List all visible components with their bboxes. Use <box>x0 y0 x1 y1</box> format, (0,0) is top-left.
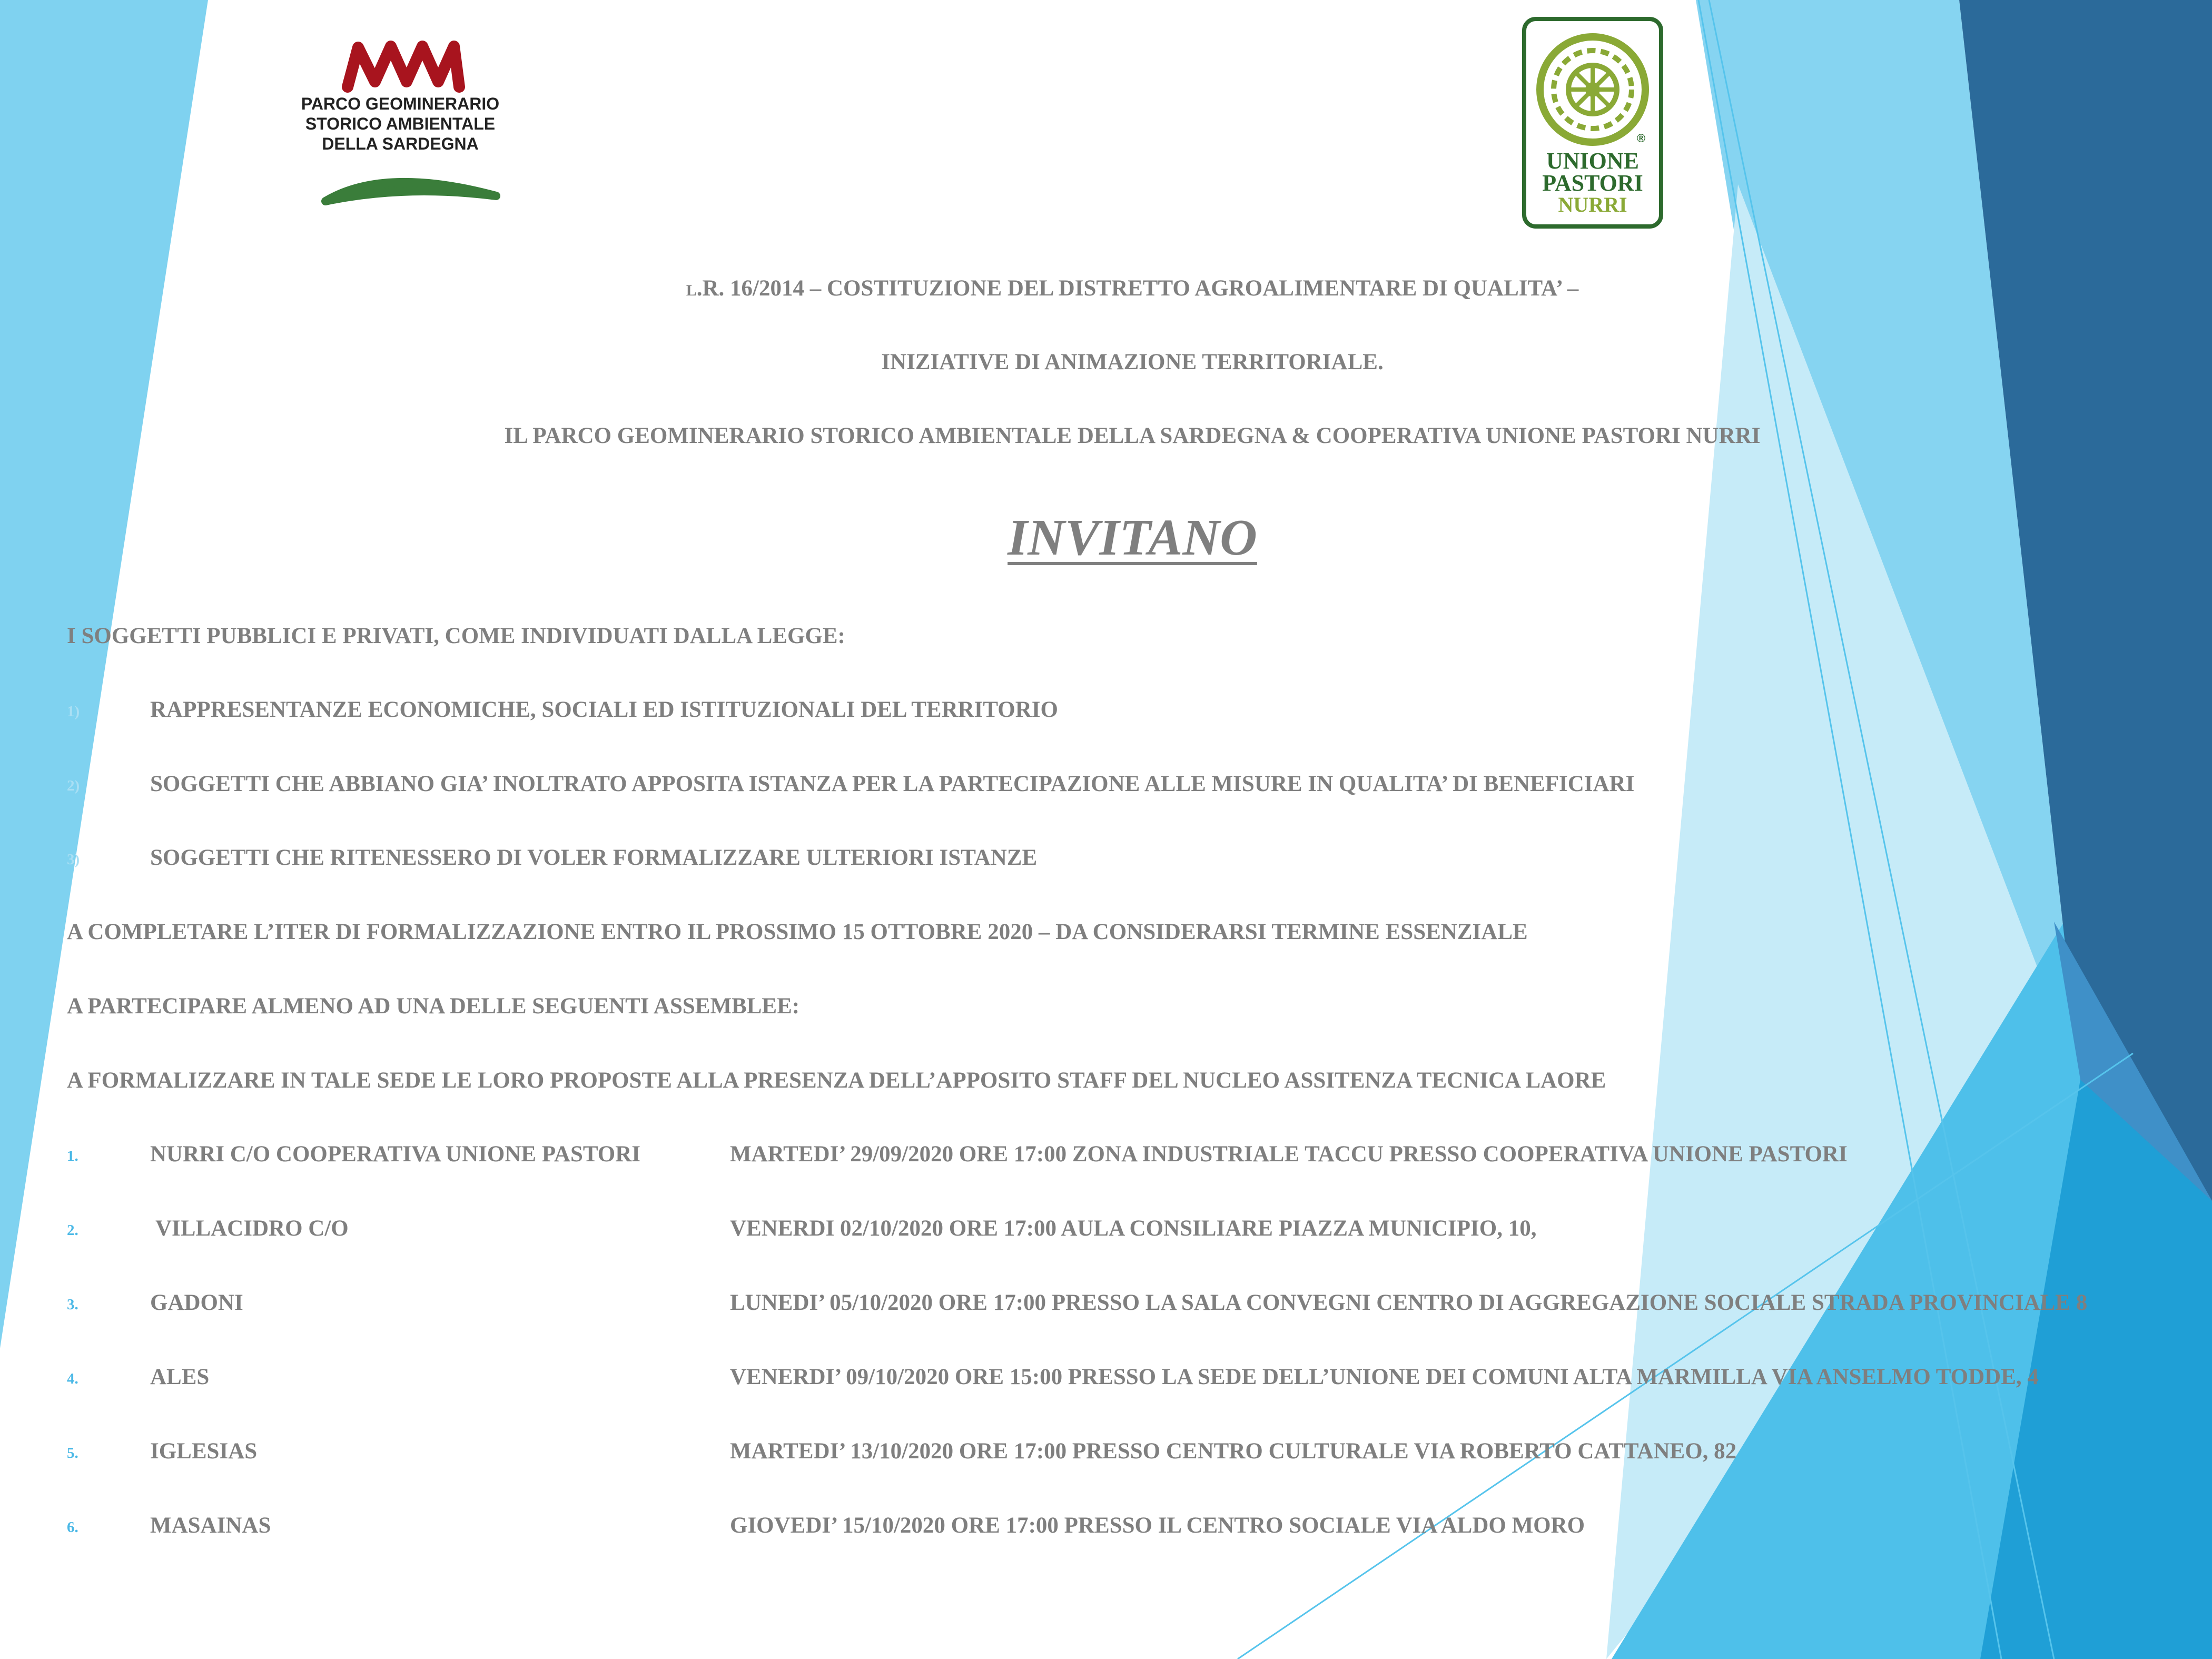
meeting-number-4: 4. <box>67 1370 78 1387</box>
unione-pastori-logo-line-3: NURRI <box>1558 193 1627 216</box>
intro-text: I SOGGETTI PUBBLICI E PRIVATI, COME INDIVIDUATI DALLA LEGGE: <box>67 624 845 648</box>
header-line-1-text: .R. 16/2014 – COSTITUZIONE DEL DISTRETTO AGROALIMENTARE DI QUALITA’ – <box>696 276 1579 301</box>
park-logo-line-3: DELLA SARDEGNA <box>322 134 479 153</box>
meeting-details-2: VENERDI 02/10/2020 ORE 17:00 AULA CONSILIARE PIAZZA MUNICIPIO, 10, <box>730 1216 1537 1241</box>
header-line-3: IL PARCO GEOMINERARIO STORICO AMBIENTALE DELLA SARDEGNA & COOPERATIVA UNIONE PASTORI NURRI <box>504 423 1761 448</box>
instruction-1: A COMPLETARE L’ITER DI FORMALIZZAZIONE ENTRO IL PROSSIMO 15 OTTOBRE 2020 – DA CONSIDERARSI TERMINE ESSENZIALE <box>67 920 1528 944</box>
instruction-2: A PARTECIPARE ALMENO AD UNA DELLE SEGUENTI ASSEMBLEE: <box>67 994 800 1019</box>
meeting-details-6: GIOVEDI’ 15/10/2020 ORE 17:00 PRESSO IL CENTRO SOCIALE VIA ALDO MORO <box>730 1513 1585 1538</box>
meeting-details-3: LUNEDI’ 05/10/2020 ORE 17:00 PRESSO LA SALA CONVEGNI CENTRO DI AGGREGAZIONE SOCIALE STRADA PROVINCIALE 8 <box>730 1290 2088 1315</box>
subject-item-3: SOGGETTI CHE RITENESSERO DI VOLER FORMALIZZARE ULTERIORI ISTANZE <box>150 845 1038 870</box>
instruction-3: A FORMALIZZARE IN TALE SEDE LE LORO PROPOSTE ALLA PRESENZA DELL’APPOSITO STAFF DEL NUCLEO ASSITENZA TECNICA LAORE <box>67 1068 1606 1093</box>
park-logo-line-2: STORICO AMBIENTALE <box>305 114 496 133</box>
meeting-number-3: 3. <box>67 1296 78 1313</box>
subject-number-1: 1) <box>67 703 80 720</box>
park-logo-line-1: PARCO GEOMINERARIO <box>301 94 500 113</box>
meeting-place-5: IGLESIAS <box>150 1439 258 1464</box>
unione-pastori-logo-icon <box>1521 16 1664 230</box>
unione-pastori-logo-line-1: UNIONE <box>1546 148 1640 174</box>
header-line-1 <box>421 277 1843 300</box>
meeting-details-5: MARTEDI’ 13/10/2020 ORE 17:00 PRESSO CENTRO CULTURALE VIA ROBERTO CATTANEO, 82 <box>730 1439 1737 1464</box>
meeting-place-6: MASAINAS <box>150 1513 271 1538</box>
subject-number-3: 3) <box>67 851 80 868</box>
park-logo <box>284 32 516 211</box>
meeting-place-1: NURRI C/O COOPERATIVA UNIONE PASTORI <box>150 1142 641 1167</box>
meeting-details-4: VENERDI’ 09/10/2020 ORE 15:00 PRESSO LA SEDE DELL’UNIONE DEI COMUNI ALTA MARMILLA VIA ANSELMO TODDE, 4 <box>730 1365 2039 1389</box>
page-title: INVITANO <box>1008 509 1257 566</box>
meeting-place-3: GADONI <box>150 1290 243 1315</box>
unione-pastori-logo <box>1521 16 1664 230</box>
subject-number-2: 2) <box>67 777 80 794</box>
meeting-details-1: MARTEDI’ 29/09/2020 ORE 17:00 ZONA INDUSTRIALE TACCU PRESSO COOPERATIVA UNIONE PASTORI <box>730 1142 1848 1167</box>
meeting-number-1: 1. <box>67 1148 78 1164</box>
unione-pastori-logo-line-2: PASTORI <box>1542 170 1643 196</box>
registered-mark: ® <box>1636 132 1646 145</box>
meeting-place-2: VILLACIDRO C/O <box>150 1216 349 1241</box>
meeting-number-6: 6. <box>67 1519 78 1536</box>
subject-item-2: SOGGETTI CHE ABBIANO GIA’ INOLTRATO APPOSITA ISTANZA PER LA PARTECIPAZIONE ALLE MISURE IN QUALITA’ DI BENEFICIARI <box>150 772 1635 796</box>
header-line-1-prefix: L <box>686 282 697 299</box>
meeting-number-5: 5. <box>67 1445 78 1461</box>
header-line-2: INIZIATIVE DI ANIMAZIONE TERRITORIALE. <box>881 350 1384 374</box>
meeting-number-2: 2. <box>67 1222 78 1239</box>
meeting-place-4: ALES <box>150 1365 210 1389</box>
subject-item-1: RAPPRESENTANZE ECONOMICHE, SOCIALI ED ISTITUZIONALI DEL TERRITORIO <box>150 697 1058 722</box>
